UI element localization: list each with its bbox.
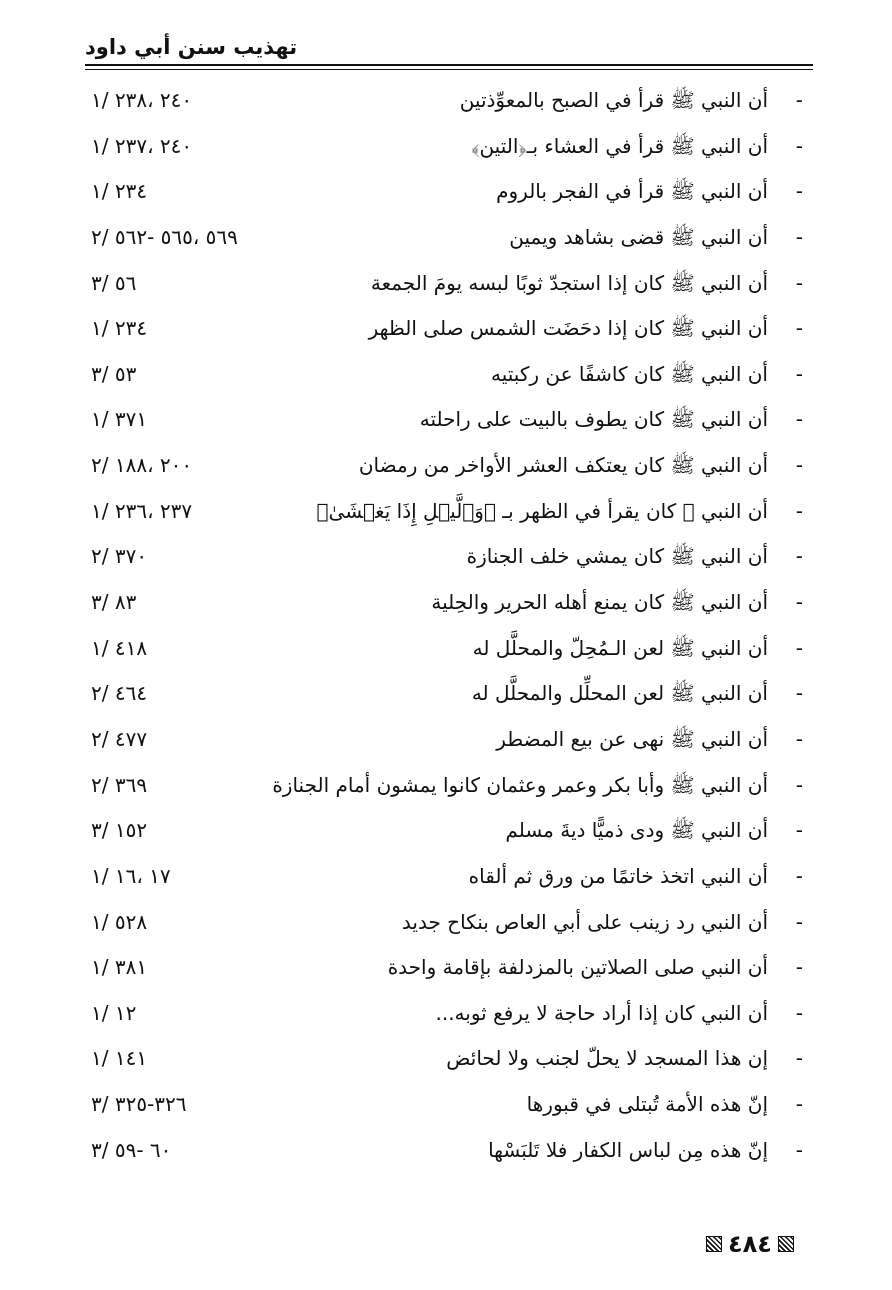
- entry-dash: -: [795, 772, 803, 797]
- volume-page-reference: ١/ ٢٣٧، ٢٤٠: [91, 133, 193, 158]
- volume-page-reference: ١/ ١٢: [91, 1000, 137, 1025]
- volume-page-reference: ٣/ ٥٦: [91, 270, 137, 295]
- index-entry: [85, 1083, 813, 1129]
- entry-dash: -: [795, 590, 803, 615]
- index-entry: [85, 672, 813, 718]
- volume-page-reference: ١/ ١٦، ١٧: [91, 863, 171, 888]
- hadith-text: أن النبي ﷺ قرأ في الصبح بالمعوِّذتين: [459, 88, 768, 112]
- index-entry: [85, 992, 813, 1038]
- volume-page-reference: ٣/ ٣٢٥-٣٢٦: [91, 1092, 187, 1117]
- index-entry: [85, 1037, 813, 1083]
- index-entry: [85, 170, 813, 216]
- volume-page-reference: ٣/ ٥٩- ٦٠: [91, 1137, 172, 1162]
- index-entry: [85, 627, 813, 673]
- running-head: [85, 30, 813, 66]
- index-entry: [85, 353, 813, 399]
- volume-page-reference: ١/ ٢٣٤: [91, 316, 148, 341]
- index-entry: [85, 809, 813, 855]
- entry-dash: -: [795, 88, 803, 112]
- entry-dash: -: [795, 1000, 803, 1025]
- hadith-text: أن النبي ﷺ كان يمشي خلف الجنازة: [466, 544, 768, 569]
- entry-dash: -: [795, 955, 803, 980]
- hadith-text: أن النبي ﷺ قرأ في العشاء بـ﴿التين﴾: [471, 133, 768, 158]
- entry-dash: -: [795, 681, 803, 706]
- entry-dash: -: [795, 635, 803, 660]
- hadith-text: أن النبي ﷺ كان يمنع أهله الحرير والحِلية: [431, 590, 768, 615]
- volume-page-reference: ٢/ ٣٧٠: [91, 544, 148, 569]
- volume-page-reference: ٢/ ١٨٨، ٢٠٠: [91, 453, 193, 478]
- hadith-text: أن النبي ﷺ كان يطوف بالبيت على راحلته: [419, 407, 768, 432]
- volume-page-reference: ٢/ ٤٦٤: [91, 681, 148, 706]
- volume-page-reference: ٢/ ٤٧٧: [91, 726, 148, 751]
- index-entry: [85, 307, 813, 353]
- diamond-ornament-icon: [706, 1236, 722, 1252]
- header-rule-thin: [85, 69, 813, 70]
- hadith-text: أن النبي رد زينب على أبي العاص بنكاح جديد: [401, 909, 768, 934]
- entry-dash: -: [795, 179, 803, 204]
- hadith-index-list: [85, 79, 813, 1174]
- index-entry: [85, 535, 813, 581]
- hadith-text: أن النبي ﷺ ودى ذميًّا ديةَ مسلم: [505, 818, 768, 843]
- index-entry: [85, 764, 813, 810]
- hadith-text: أن النبي كان إذا أراد حاجة لا يرفع ثوبه...: [435, 1000, 768, 1025]
- index-entry: [85, 855, 813, 901]
- volume-page-reference: ١/ ٢٣٦، ٢٣٧: [91, 498, 193, 523]
- index-entry: [85, 946, 813, 992]
- hadith-text: أن النبي صلى الصلاتين بالمزدلفة بإقامة واحدة: [387, 955, 768, 980]
- hadith-text: إن هذا المسجد لا يحلّ لجنب ولا لحائض: [446, 1046, 768, 1071]
- volume-page-reference: ١/ ٥٢٨: [91, 909, 148, 934]
- hadith-text: أن النبي ﷺ وأبا بكر وعمر وعثمان كانوا يمشون أمام الجنازة: [272, 772, 768, 797]
- index-entry: [85, 444, 813, 490]
- index-entry: [85, 79, 813, 125]
- entry-dash: -: [795, 453, 803, 478]
- index-entry: [85, 1129, 813, 1175]
- hadith-text: أن النبي ﷺ كان يقرأ في الظهر بـ ﴿وَٱلَّيۡلِ إِذَا يَغۡشَىٰ﴾: [316, 498, 768, 523]
- entry-dash: -: [795, 1046, 803, 1071]
- volume-page-reference: ١/ ٣٧١: [91, 407, 148, 432]
- entry-dash: -: [795, 133, 803, 158]
- entry-dash: -: [795, 863, 803, 888]
- volume-page-reference: ١/ ١٤١: [91, 1046, 148, 1071]
- volume-page-reference: ٣/ ٨٣: [91, 590, 137, 615]
- folio: [706, 1228, 816, 1260]
- volume-page-reference: ١/ ٢٣٤: [91, 179, 148, 204]
- entry-dash: -: [795, 316, 803, 341]
- entry-dash: -: [795, 498, 803, 523]
- hadith-text: أن النبي ﷺ كان يعتكف العشر الأواخر من رمضان: [358, 453, 768, 478]
- header-rule-thick: [85, 64, 813, 66]
- hadith-text: أن النبي ﷺ قرأ في الفجر بالروم: [496, 179, 768, 204]
- entry-dash: -: [795, 270, 803, 295]
- volume-page-reference: ١/ ٣٨١: [91, 955, 148, 980]
- volume-page-reference: ٣/ ٥٣: [91, 361, 137, 386]
- index-entry: [85, 125, 813, 171]
- index-entry: [85, 718, 813, 764]
- hadith-text: أن النبي ﷺ كان إذا استجدّ ثوبًا لبسه يومَ الجمعة: [370, 270, 768, 295]
- index-entry: [85, 490, 813, 536]
- entry-dash: -: [795, 544, 803, 569]
- entry-dash: -: [795, 407, 803, 432]
- entry-dash: -: [795, 909, 803, 934]
- volume-page-reference: ١/ ٢٣٨، ٢٤٠: [91, 88, 193, 112]
- entry-dash: -: [795, 1137, 803, 1162]
- volume-page-reference: ٢/ ٣٦٩: [91, 772, 148, 797]
- entry-dash: -: [795, 361, 803, 386]
- index-entry: [85, 581, 813, 627]
- volume-page-reference: ٣/ ١٥٢: [91, 818, 148, 843]
- hadith-text: أن النبي ﷺ لعن المحلِّل والمحلَّل له: [471, 681, 768, 706]
- entry-dash: -: [795, 818, 803, 843]
- volume-page-reference: ١/ ٤١٨: [91, 635, 148, 660]
- hadith-text: أن النبي ﷺ قضى بشاهد ويمين: [509, 224, 768, 249]
- running-title: تهذيب سنن أبي داود: [85, 35, 298, 59]
- page-number: ٤٨٤: [728, 1230, 772, 1258]
- index-entry: [85, 216, 813, 262]
- hadith-text: إنّ هذه مِن لباس الكفار فلا تَلبَسْها: [488, 1137, 768, 1162]
- hadith-text: أن النبي ﷺ كان كاشفًا عن ركبتيه: [491, 361, 768, 386]
- hadith-text: أن النبي ﷺ كان إذا دحَضَت الشمس صلى الظهر: [368, 316, 768, 341]
- hadith-text: أن النبي ﷺ نهى عن بيع المضطر: [496, 726, 768, 751]
- volume-page-reference: ٢/ ٥٦٢- ٥٦٥، ٥٦٩: [91, 224, 238, 249]
- entry-dash: -: [795, 224, 803, 249]
- diamond-ornament-icon: [778, 1236, 794, 1252]
- hadith-text: إنّ هذه الأمة تُبتلى في قبورها: [526, 1092, 768, 1117]
- entry-dash: -: [795, 1092, 803, 1117]
- hadith-text: أن النبي ﷺ لعن الـمُحِلّ والمحلَّل له: [472, 635, 768, 660]
- entry-dash: -: [795, 726, 803, 751]
- hadith-text: أن النبي اتخذ خاتمًا من ورق ثم ألقاه: [468, 863, 768, 888]
- index-entry: [85, 262, 813, 308]
- index-entry: [85, 398, 813, 444]
- index-entry: [85, 901, 813, 947]
